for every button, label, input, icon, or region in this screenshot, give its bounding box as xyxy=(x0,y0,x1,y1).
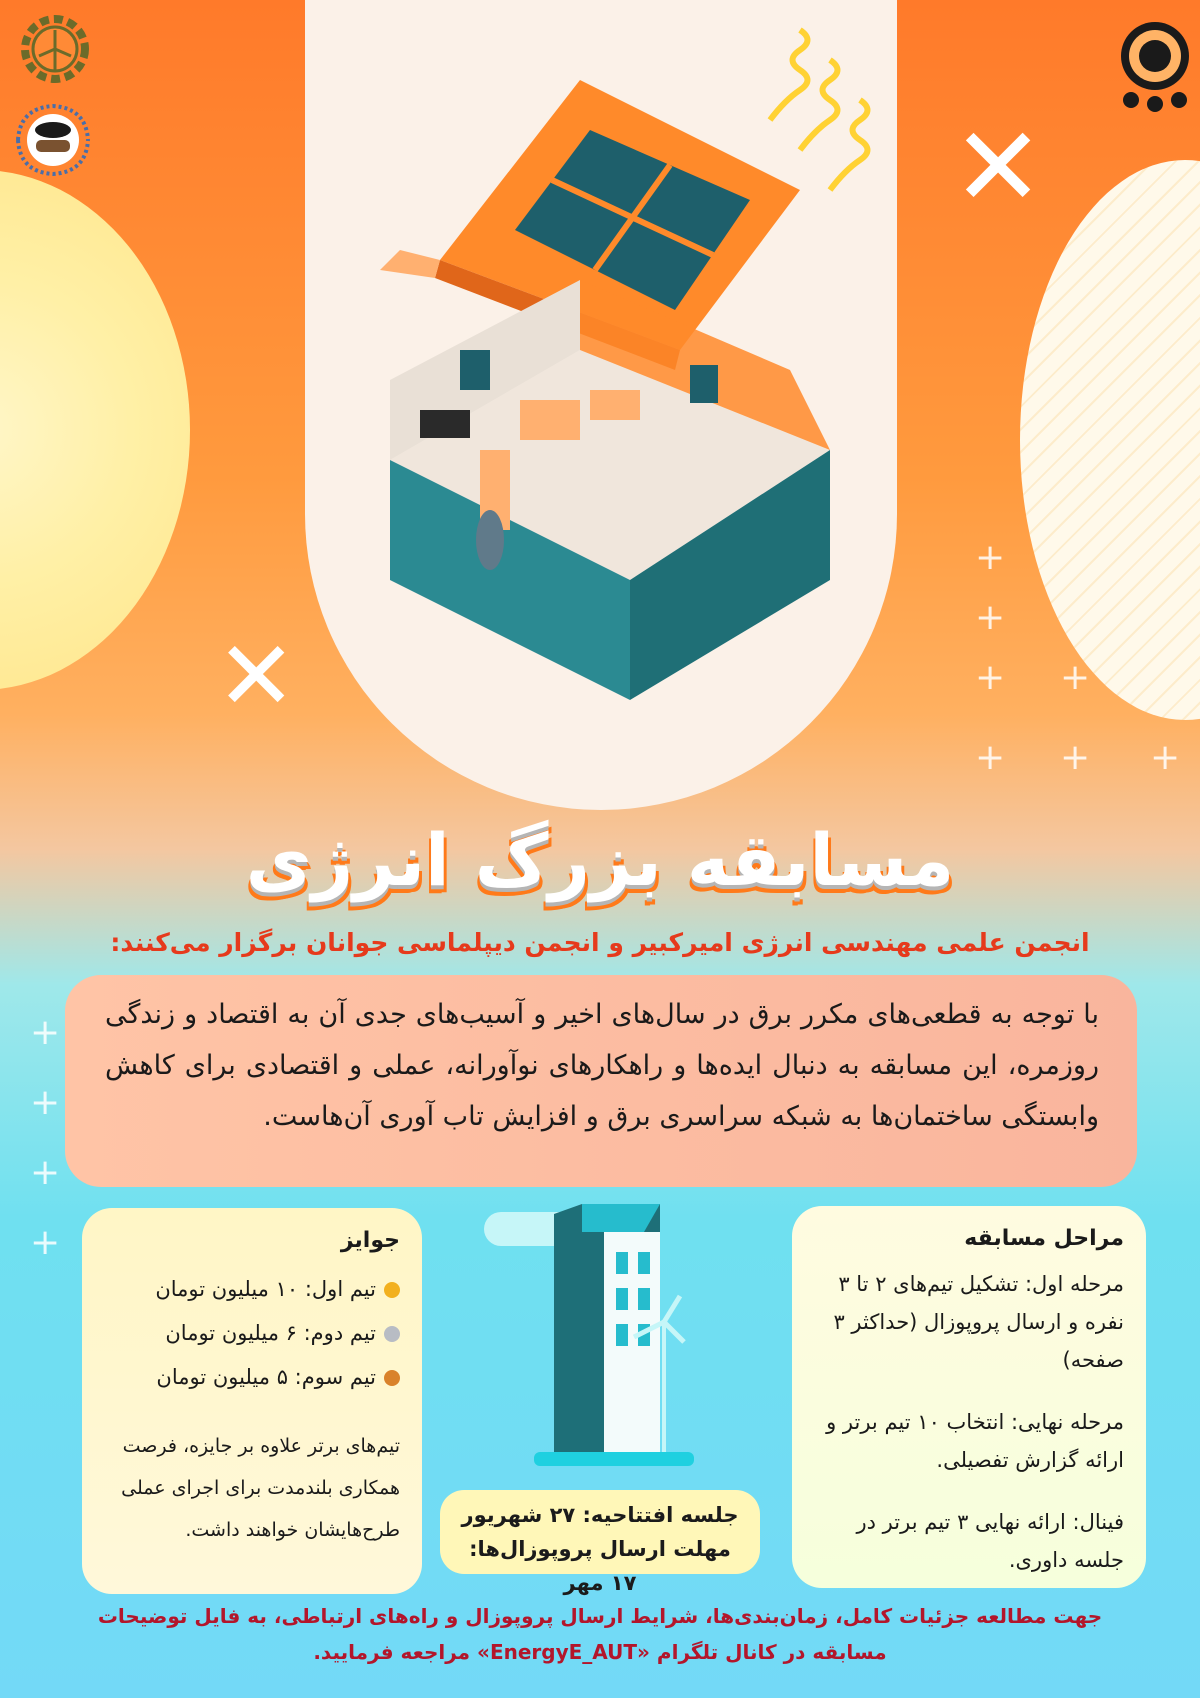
proposal-deadline: مهلت ارسال پروپوزال‌ها: ۱۷ مهر xyxy=(469,1537,731,1595)
prize-label: تیم سوم: ۵ میلیون تومان xyxy=(156,1365,376,1389)
plus-decoration-icon: + xyxy=(30,1012,61,1053)
prize-item xyxy=(104,1355,400,1399)
plus-decoration-icon: + xyxy=(975,597,1006,638)
dates-box xyxy=(440,1490,760,1595)
stage-item: فینال: ارائه نهایی ۳ تیم برتر در جلسه داوری. xyxy=(856,1510,1124,1572)
plus-decoration-icon: + xyxy=(1060,737,1091,778)
opening-date: جلسه افتتاحیه: ۲۷ شهریور xyxy=(461,1503,739,1527)
plus-decoration-icon: + xyxy=(30,1152,61,1193)
prize-item xyxy=(104,1311,400,1355)
left-sun-decoration xyxy=(0,170,190,690)
stages-card xyxy=(792,1206,1146,1588)
plus-decoration-icon: + xyxy=(1060,657,1091,698)
plus-decoration-icon: + xyxy=(975,537,1006,578)
prize-item xyxy=(104,1267,400,1311)
energy-gear-logo xyxy=(14,8,96,90)
plus-decoration-icon: + xyxy=(1150,737,1181,778)
building-wind-turbine-illustration xyxy=(484,1202,724,1472)
solar-house-illustration xyxy=(330,20,890,700)
amirkabir-university-logo xyxy=(1115,14,1195,114)
bronze-medal-icon xyxy=(384,1370,400,1386)
stage-item: مرحله نهایی: انتخاب ۱۰ تیم برتر و ارائه گزارش تفصیلی. xyxy=(826,1410,1124,1472)
footer-line: مسابقه در کانال تلگرام «EnergyE_AUT» مراجعه فرمایید. xyxy=(313,1640,887,1664)
stages-heading: مراحل مسابقه xyxy=(964,1226,1124,1251)
prizes-heading: جوایز xyxy=(340,1228,400,1253)
page-title: مسابقه بزرگ انرژی xyxy=(245,818,955,902)
intro-text: با توجه به قطعی‌های مکرر برق در سال‌های اخیر و آسیب‌های جدی آن به اقتصاد و زندگی روزمره، این مسابقه به دنبال ایده‌ها و راهکارهای نوآورانه، عملی و اقتصادی برای کاهش وابستگی ساختمان‌ها به شبکه سراسری برق و افزایش تاب آوری آن‌هاست. xyxy=(65,975,1137,1187)
footer-note xyxy=(40,1598,1160,1670)
prize-label: تیم اول: ۱۰ میلیون تومان xyxy=(155,1277,376,1301)
plus-decoration-icon: + xyxy=(30,1222,61,1263)
prizes-card xyxy=(82,1208,422,1594)
right-sun-decoration xyxy=(1020,160,1200,720)
stage-item: مرحله اول: تشکیل تیم‌های ۲ تا ۳ نفره و ارسال پروپوزال (حداکثر ۳ صفحه) xyxy=(833,1272,1124,1372)
plus-decoration-icon: + xyxy=(975,737,1006,778)
prize-label: تیم دوم: ۶ میلیون تومان xyxy=(165,1321,376,1345)
x-decoration-icon: ✕ xyxy=(952,103,1045,231)
prize-note: تیم‌های برتر علاوه بر جایزه، فرصت همکاری بلندمدت برای اجرای عملی طرح‌هایشان خواهند داشت. xyxy=(121,1435,400,1541)
diplomacy-logo xyxy=(8,100,98,180)
page-subtitle: انجمن علمی مهندسی انرژی امیرکبیر و انجمن دیپلماسی جوانان برگزار می‌کنند: xyxy=(110,928,1090,957)
x-decoration-icon: ✕ xyxy=(216,620,297,732)
plus-decoration-icon: + xyxy=(975,657,1006,698)
footer-line: جهت مطالعه جزئیات کامل، زمان‌بندی‌ها، شرایط ارسال پروپوزال و راه‌های ارتباطی، به فایل توضیحات xyxy=(97,1604,1103,1628)
silver-medal-icon xyxy=(384,1326,400,1342)
gold-medal-icon xyxy=(384,1282,400,1298)
plus-decoration-icon: + xyxy=(30,1082,61,1123)
